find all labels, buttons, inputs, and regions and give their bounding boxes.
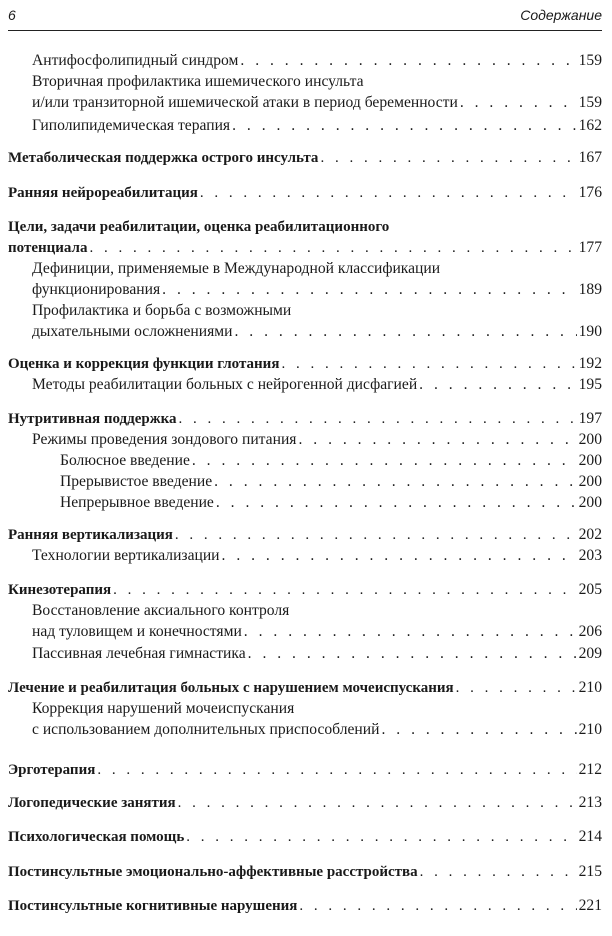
dot-leader: [97, 759, 576, 781]
toc-entry-title: Профилактика и борьба с возможными: [32, 302, 292, 319]
toc-entry-line: [8, 492, 602, 514]
dot-leader: [298, 429, 576, 451]
dot-leader: [175, 524, 577, 546]
toc-entry-line: [8, 579, 602, 601]
toc-entry-title: Ранняя вертикализация: [8, 527, 173, 543]
toc-entry-title: с использованием дополнительных приспособлений: [32, 721, 380, 738]
section-name: Содержание: [520, 7, 602, 23]
toc-entry-line: [8, 147, 602, 169]
dot-leader: [232, 115, 577, 137]
toc-entry-title: Восстановление аксиального контроля: [32, 602, 290, 619]
toc-entry-title: Непрерывное введение: [60, 494, 214, 511]
dot-leader: [460, 92, 577, 114]
toc-page-number: 159: [578, 94, 602, 111]
toc-entry-line: [8, 677, 602, 699]
running-head: [8, 4, 602, 31]
toc-entry-title: Болюсное введение: [60, 452, 190, 469]
toc-page-number: 203: [578, 547, 602, 564]
toc-entry-line: [8, 237, 602, 259]
toc-page-number: 200: [578, 473, 602, 490]
toc-entry-title: Гиполипидемическая терапия: [32, 117, 231, 134]
toc-entry-title: Методы реабилитации больных с нейрогенной дисфагией: [32, 376, 418, 393]
toc-entry-title: Технологии вертикализации: [32, 547, 220, 564]
toc-page-number: 167: [578, 149, 602, 166]
toc-entry-line: [8, 115, 602, 137]
toc-entry-title: над туловищем и конечностями: [32, 623, 242, 640]
toc-entry-line: [8, 279, 602, 301]
toc-page-number: 210: [578, 679, 602, 696]
toc-entry-title: Коррекция нарушений мочеиспускания: [32, 700, 295, 717]
toc-entry-title: Оценка и коррекция функции глотания: [8, 356, 280, 372]
dot-leader: [456, 677, 577, 699]
dot-leader: [179, 408, 577, 430]
toc-entry-title: Нутритивная поддержка: [8, 411, 177, 427]
toc-page-number: 200: [578, 494, 602, 511]
toc-entry-line: [8, 450, 602, 472]
toc-entry-line: [8, 895, 602, 917]
toc-entry-title: Постинсультные эмоционально-аффективные расстройства: [8, 864, 418, 880]
toc-entry-line: [8, 321, 602, 343]
dot-leader: [192, 450, 577, 472]
toc-entry-line: [8, 861, 602, 883]
toc-page-number: 200: [578, 452, 602, 469]
dot-leader: [299, 895, 576, 917]
toc-entry-line: [8, 258, 602, 280]
toc-page-number: 177: [578, 239, 602, 256]
toc-page-number: 189: [578, 281, 602, 298]
toc-page-number: 176: [578, 184, 602, 201]
toc-page-number: 213: [578, 794, 602, 811]
toc-entry-line: [8, 429, 602, 451]
dot-leader: [216, 492, 577, 514]
toc-page-number: 214: [578, 828, 602, 845]
toc-page-number: 205: [578, 581, 602, 598]
toc-entry-title: Ранняя нейрореабилитация: [8, 185, 198, 201]
toc-entry-line: [8, 621, 602, 643]
toc-page-number: 202: [578, 526, 602, 543]
toc-entry-title: Кинезотерапия: [8, 582, 112, 598]
dot-leader: [162, 279, 576, 301]
dot-leader: [419, 374, 576, 396]
toc-entry-title: Прерывистое введение: [60, 473, 213, 490]
dot-leader: [240, 50, 576, 72]
toc-entry-line: [8, 545, 602, 567]
toc-entry-title: и/или транзиторной ишемической атаки в период беременности: [32, 94, 458, 111]
toc-page-number: 195: [578, 376, 602, 393]
toc-entry-line: [8, 759, 602, 781]
toc-page-number: 209: [578, 645, 602, 662]
toc-entry-line: [8, 216, 602, 238]
dot-leader: [214, 471, 576, 493]
toc-entry-title: Цели, задачи реабилитации, оценка реабилитационного: [8, 219, 390, 235]
toc-entry-title: Постинсультные когнитивные нарушения: [8, 898, 298, 914]
dot-leader: [186, 826, 576, 848]
toc-page-number: 162: [578, 117, 602, 134]
dot-leader: [248, 643, 577, 665]
toc-page-number: 206: [578, 623, 602, 640]
toc-entry-line: [8, 719, 602, 741]
toc-page-number: 215: [578, 863, 602, 880]
toc-entry-line: [8, 353, 602, 375]
toc-entry-title: Режимы проведения зондового питания: [32, 431, 297, 448]
toc-entry-line: [8, 50, 602, 72]
toc-entry-line: [8, 600, 602, 622]
dot-leader: [235, 321, 577, 343]
toc-entry-title: Логопедические занятия: [8, 795, 176, 811]
toc-entry-title: Антифосфолипидный синдром: [32, 52, 239, 69]
toc-entry-line: [8, 374, 602, 396]
toc-entry-line: [8, 826, 602, 848]
dot-leader: [178, 792, 577, 814]
dot-leader: [244, 621, 577, 643]
page-number: 6: [8, 7, 16, 23]
toc-entry-line: [8, 182, 602, 204]
toc-entry-title: Метаболическая поддержка острого инсульта: [8, 150, 319, 166]
toc-entry-title: функционирования: [32, 281, 161, 298]
toc-entry-line: [8, 471, 602, 493]
toc-entry-line: [8, 698, 602, 720]
toc-page-number: 192: [578, 355, 602, 372]
toc-page-number: 212: [578, 761, 602, 778]
toc-page-number: 159: [578, 52, 602, 69]
toc-page-number: 221: [578, 897, 602, 914]
toc-entry-title: Психологическая помощь: [8, 829, 185, 845]
dot-leader: [381, 719, 576, 741]
toc-entry-title: Пассивная лечебная гимнастика: [32, 645, 246, 662]
toc-entry-title: Вторичная профилактика ишемического инсульта: [32, 73, 364, 90]
dot-leader: [200, 182, 577, 204]
toc-page-number: 210: [578, 721, 602, 738]
toc-entry-line: [8, 71, 602, 93]
toc-entry-title: потенциала: [8, 240, 88, 256]
toc-page-number: 200: [578, 431, 602, 448]
toc-entry-line: [8, 792, 602, 814]
toc-page-number: 197: [578, 410, 602, 427]
toc-entry-line: [8, 300, 602, 322]
dot-leader: [281, 353, 576, 375]
toc-page-number: 190: [578, 323, 602, 340]
dot-leader: [222, 545, 577, 567]
toc-entry-title: Эрготерапия: [8, 762, 96, 778]
toc-entry-line: [8, 524, 602, 546]
dot-leader: [420, 861, 577, 883]
dot-leader: [89, 237, 576, 259]
dot-leader: [113, 579, 576, 601]
toc-entry-line: [8, 643, 602, 665]
toc-entry-line: [8, 408, 602, 430]
toc-entry-title: Лечение и реабилитация больных с нарушением мочеиспускания: [8, 680, 454, 696]
toc-entry-line: [8, 92, 602, 114]
toc-entry-title: Дефиниции, применяемые в Международной классификации: [32, 260, 441, 277]
dot-leader: [320, 147, 576, 169]
toc-entry-title: дыхательными осложнениями: [32, 323, 233, 340]
